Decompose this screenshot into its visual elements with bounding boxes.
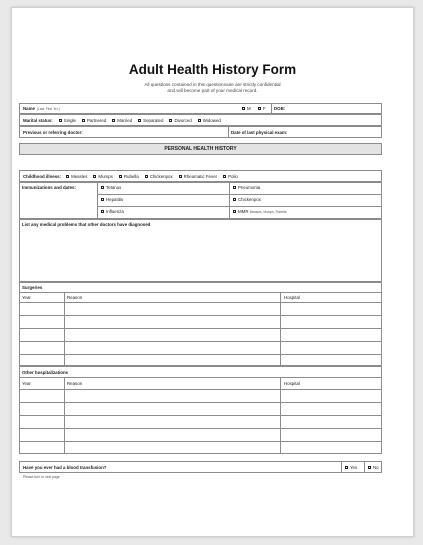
childhood-option-label: Mumps (98, 173, 113, 179)
checkbox-icon[interactable] (242, 107, 245, 110)
checkbox-icon[interactable] (112, 119, 115, 122)
immunization-label: Influenza (106, 209, 124, 214)
marital-option[interactable] (198, 118, 221, 123)
immunization-label: Pneumonia (238, 185, 261, 190)
marital-option-label: Married (117, 117, 133, 123)
marital-row (19, 114, 382, 126)
table-row[interactable] (19, 302, 382, 303)
dob-label: DOB: (274, 106, 286, 111)
transfusion-no-option[interactable] (368, 465, 379, 470)
marital-option-label: Partnered (86, 117, 107, 123)
checkbox-icon[interactable] (198, 119, 201, 122)
immunizations-label: Immunizations and dates: (22, 185, 76, 190)
marital-option-label: Widowed (202, 117, 221, 123)
table-row[interactable] (19, 389, 382, 390)
checkbox-icon[interactable] (223, 175, 226, 178)
childhood-row (19, 170, 382, 182)
checkbox-icon[interactable] (233, 210, 236, 213)
checkbox-icon[interactable] (59, 119, 62, 122)
immunization-option[interactable] (101, 209, 124, 214)
form-subtitle (12, 82, 413, 94)
marital-option[interactable] (59, 118, 76, 123)
childhood-option-label: Measles (71, 173, 88, 179)
table-row[interactable] (19, 315, 382, 316)
transfusion-divider (341, 462, 342, 472)
name-label: Name (23, 106, 35, 111)
immunization-option[interactable] (233, 209, 286, 214)
personal-health-history-header: PERSONAL HEALTH HISTORY (19, 143, 382, 155)
immunization-label: Chickenpox (238, 197, 261, 202)
marital-option[interactable] (169, 118, 191, 123)
checkbox-icon[interactable] (101, 186, 104, 189)
childhood-option-label: Chickenpox (149, 173, 173, 179)
mmr-hint: Measles, Mumps, Rubella (249, 210, 287, 214)
marital-option[interactable] (138, 118, 163, 123)
immunization-option[interactable] (101, 185, 121, 190)
immunization-option[interactable] (233, 197, 261, 202)
col-year: Year (22, 381, 31, 386)
immunizations-divider (229, 182, 230, 219)
checkbox-icon[interactable] (345, 466, 348, 469)
col-reason: Reason (67, 381, 83, 386)
sex-f-label: F (263, 106, 266, 111)
childhood-option-label: Polio (228, 173, 238, 179)
sex-f-option[interactable] (258, 106, 266, 111)
immunization-label: Hepatitis (106, 197, 124, 202)
table-row[interactable] (19, 341, 382, 342)
table-row[interactable] (19, 328, 382, 329)
checkbox-icon[interactable] (93, 175, 96, 178)
footer-note: Please turn to next page (23, 475, 60, 479)
checkbox-icon[interactable] (368, 466, 371, 469)
yes-label: Yes (350, 464, 358, 470)
col-year: Year (22, 295, 31, 300)
childhood-option[interactable] (223, 174, 238, 179)
col-reason: Reason (67, 295, 83, 300)
doctor-row (19, 126, 382, 138)
childhood-option-label: Rubella (123, 173, 139, 179)
immunizations-divider (97, 182, 98, 219)
checkbox-icon[interactable] (179, 175, 182, 178)
checkbox-icon[interactable] (169, 119, 172, 122)
sex-m-label: M (247, 106, 251, 111)
checkbox-icon[interactable] (138, 119, 141, 122)
table-rule (19, 377, 382, 378)
checkbox-icon[interactable] (101, 198, 104, 201)
transfusion-divider (364, 462, 365, 472)
subtitle-line-2: and will become part of your medical record. (167, 88, 258, 93)
marital-option[interactable] (112, 118, 132, 123)
doctor-divider (228, 127, 229, 137)
name-row (19, 103, 382, 114)
table-row[interactable] (19, 415, 382, 416)
table-rule (19, 292, 382, 293)
sex-m-option[interactable] (242, 106, 251, 111)
immunizations-rule (97, 194, 382, 195)
dob-divider (271, 104, 272, 113)
table-row[interactable] (19, 354, 382, 355)
table-row[interactable] (19, 441, 382, 442)
name-hint: (Last, First, M.I.) (36, 106, 61, 111)
marital-label: Marital status: (23, 117, 53, 123)
immunization-option[interactable] (233, 185, 260, 190)
marital-option[interactable] (82, 118, 106, 123)
immunization-label: Tetanus (106, 185, 122, 190)
childhood-option[interactable] (93, 174, 112, 179)
checkbox-icon[interactable] (258, 107, 261, 110)
medical-problems-area[interactable] (19, 219, 382, 282)
marital-option-label: Separated (143, 117, 164, 123)
checkbox-icon[interactable] (233, 186, 236, 189)
checkbox-icon[interactable] (119, 175, 122, 178)
immunization-option[interactable] (101, 197, 123, 202)
checkbox-icon[interactable] (233, 198, 236, 201)
checkbox-icon[interactable] (66, 175, 69, 178)
immunization-label: MMR (238, 209, 249, 214)
childhood-option[interactable] (145, 174, 173, 179)
form-title: Adult Health History Form (128, 62, 297, 77)
other-hospitalizations-label: Other hospitalizations (22, 370, 69, 375)
immunizations-rule (97, 206, 382, 207)
childhood-option[interactable] (119, 174, 139, 179)
subtitle-line-1: All questions contained in this questionnaire are strictly confidential (144, 82, 281, 87)
table-row[interactable] (19, 428, 382, 429)
checkbox-icon[interactable] (82, 119, 85, 122)
checkbox-icon[interactable] (145, 175, 148, 178)
transfusion-yes-option[interactable] (345, 465, 357, 470)
marital-option-label: Divorced (174, 117, 192, 123)
childhood-option[interactable] (179, 174, 217, 179)
marital-option-label: Single (63, 117, 76, 123)
childhood-label: Childhood illness: (23, 173, 62, 179)
col-hospital: Hospital (284, 295, 300, 300)
childhood-option[interactable] (66, 174, 87, 179)
transfusion-row (19, 461, 382, 473)
medical-problems-label: List any medical problems that other doctors have diagnosed (22, 222, 151, 227)
prev-doctor-label: Previous or referring doctor: (23, 129, 83, 135)
childhood-option-label: Rheumatic Fever (183, 173, 218, 179)
checkbox-icon[interactable] (101, 210, 104, 213)
last-exam-label: Date of last physical exam: (231, 129, 288, 135)
transfusion-label: Have you ever had a blood transfusion? (23, 464, 107, 470)
surgeries-label: Surgeries (22, 285, 43, 290)
table-row[interactable] (19, 402, 382, 403)
col-hospital: Hospital (284, 381, 300, 386)
no-label: No (373, 464, 379, 470)
